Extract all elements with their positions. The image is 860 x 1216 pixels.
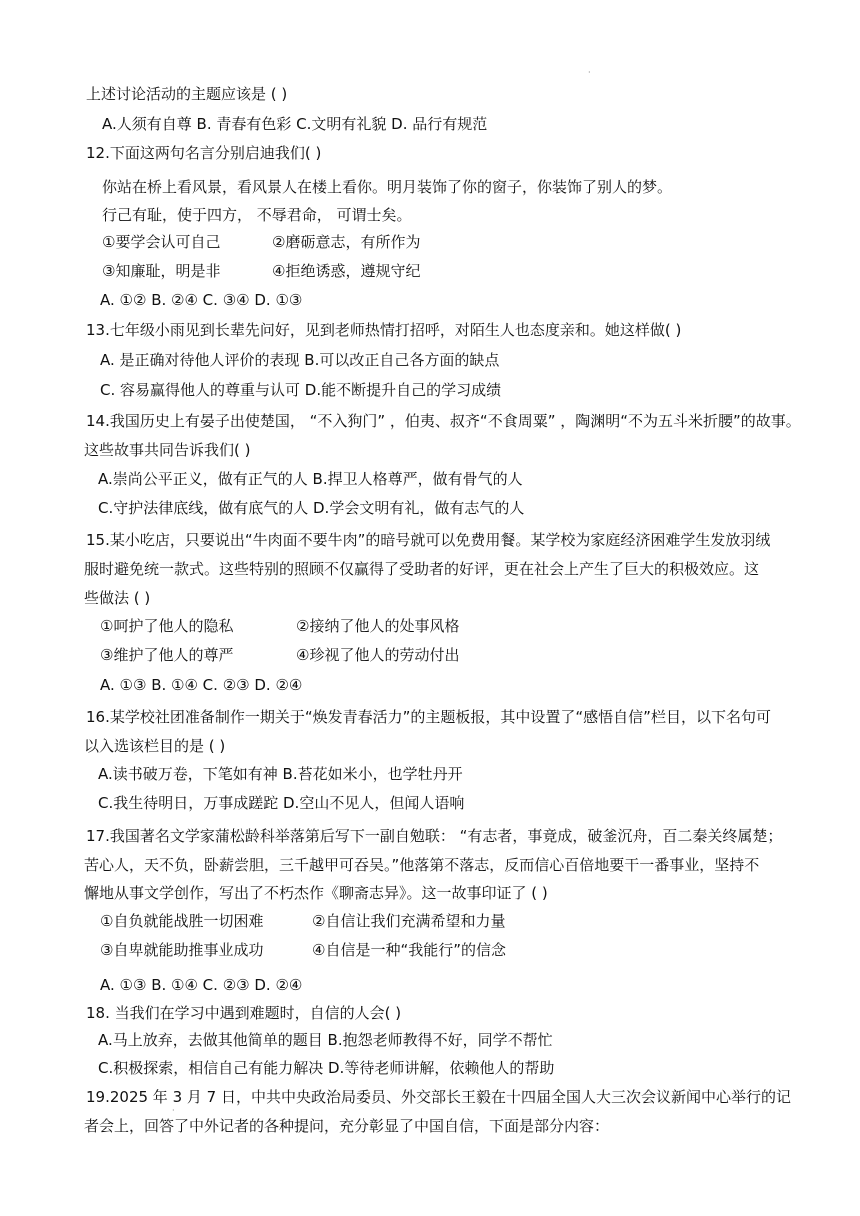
q17-stem-line-2: 苦心人，天不负，卧薪尝胆，三千越甲可吞吴。”他落第不落志，反而信心百倍地要干一番事业，坚持不 xyxy=(84,856,760,874)
q14-options-cd: C.守护法律底线，做有底气的人 D.学会文明有礼，做有志气的人 xyxy=(98,499,525,517)
q16-options-cd: C.我生待明日，万事成蹉跎 D.空山不见人，但闻人语响 xyxy=(98,794,465,812)
q18-options-cd: C.积极探索，相信自己有能力解决 D.等待老师讲解，依赖他人的帮助 xyxy=(98,1059,555,1077)
q18-options-ab: A.马上放弃，去做其他简单的题目 B.抱怨老师教得不好，同学不帮忙 xyxy=(98,1031,553,1049)
q15-item-1: ①呵护了他人的隐私 xyxy=(100,617,234,635)
q12-item-2: ②磨砺意志，有所作为 xyxy=(272,233,421,251)
q12-stem: 12.下面这两句名言分别启迪我们( ) xyxy=(86,144,322,162)
q12-quote-1: 你站在桥上看风景，看风景人在楼上看你。明月装饰了你的窗子，你装饰了别人的梦。 xyxy=(102,178,673,196)
q19-stem-line-2: 者会上，回答了中外记者的各种提问，充分彰显了中国自信，下面是部分内容： xyxy=(84,1117,610,1135)
stray-dot-bottom: · xyxy=(172,1106,175,1115)
q18-stem: 18. 当我们在学习中遇到难题时，自信的人会( ) xyxy=(86,1004,402,1022)
q16-options-ab: A.读书破万卷，下笔如有神 B.苔花如米小，也学牡丹开 xyxy=(98,765,463,783)
q11-stem: 上述讨论活动的主题应该是 ( ) xyxy=(86,85,288,103)
q13-options-ab: A. 是正确对待他人评价的表现 B.可以改正自己各方面的缺点 xyxy=(100,351,500,369)
q17-stem-line-1: 17.我国著名文学家蒲松龄科举落第后写下一副自勉联： “有志者，事竟成，破釜沉舟，百二秦关终属楚； xyxy=(86,827,783,845)
q17-stem-line-3: 懈地从事文学创作，写出了不朽杰作《聊斋志异》。这一故事印证了 ( ) xyxy=(84,884,548,902)
q13-stem: 13.七年级小雨见到长辈先问好，见到老师热情打招呼，对陌生人也态度亲和。她这样做( ) xyxy=(86,321,682,339)
q12-item-3: ③知廉耻，明是非 xyxy=(102,262,221,280)
q11-options: A.人须有自尊 B. 青春有色彩 C.文明有礼貌 D. 品行有规范 xyxy=(102,115,488,133)
q15-options: A. ①③ B. ①④ C. ②③ D. ②④ xyxy=(100,676,303,694)
q15-item-3: ③维护了他人的尊严 xyxy=(100,646,234,664)
q16-stem-line-1: 16.某学校社团准备制作一期关于“焕发青春活力”的主题板报，其中设置了“感悟自信”栏目，以下名句可 xyxy=(86,708,771,726)
q19-stem-line-1: 19.2025 年 3 月 7 日，中共中央政治局委员、外交部长王毅在十四届全国人大三次会议新闻中心举行的记 xyxy=(86,1088,791,1106)
q13-options-cd: C. 容易赢得他人的尊重与认可 D.能不断提升自己的学习成绩 xyxy=(100,381,502,399)
q15-stem-line-2: 服时避免统一款式。这些特别的照顾不仅赢得了受助者的好评，更在社会上产生了巨大的积极效应。这 xyxy=(84,560,760,578)
q12-quote-2: 行己有耻，使于四方， 不辱君命， 可谓士矣。 xyxy=(102,206,412,224)
q17-item-2: ②自信让我们充满希望和力量 xyxy=(312,912,506,930)
q17-options: A. ①③ B. ①④ C. ②③ D. ②④ xyxy=(100,976,303,994)
q17-item-1: ①自负就能战胜一切困难 xyxy=(100,912,264,930)
q14-stem-line-2: 这些故事共同告诉我们( ) xyxy=(84,441,251,459)
q12-options: A. ①② B. ②④ C. ③④ D. ①③ xyxy=(100,291,303,309)
q12-item-1: ①要学会认可自己 xyxy=(102,233,221,251)
q15-stem-line-1: 15.某小吃店，只要说出“牛肉面不要牛肉”的暗号就可以免费用餐。某学校为家庭经济困难学生发放羽绒 xyxy=(86,531,771,549)
q12-item-4: ④拒绝诱惑，遵规守纪 xyxy=(272,262,421,280)
q16-stem-line-2: 以入选该栏目的是 ( ) xyxy=(84,737,226,755)
stray-dot-top: · xyxy=(588,68,591,77)
q17-item-4: ④自信是一种“我能行”的信念 xyxy=(312,941,506,959)
q17-item-3: ③自卑就能助推事业成功 xyxy=(100,941,264,959)
q14-stem-line-1: 14.我国历史上有晏子出使楚国， “不入狗门” ，伯夷、叔齐“不食周粟” ，陶渊明“不为五斗米折腰”的故事。 xyxy=(86,412,801,430)
q15-stem-line-3: 些做法 ( ) xyxy=(84,589,151,607)
q15-item-4: ④珍视了他人的劳动付出 xyxy=(296,646,460,664)
q14-options-ab: A.崇尚公平正义，做有正气的人 B.捍卫人格尊严，做有骨气的人 xyxy=(98,470,523,488)
q15-item-2: ②接纳了他人的处事风格 xyxy=(296,617,460,635)
